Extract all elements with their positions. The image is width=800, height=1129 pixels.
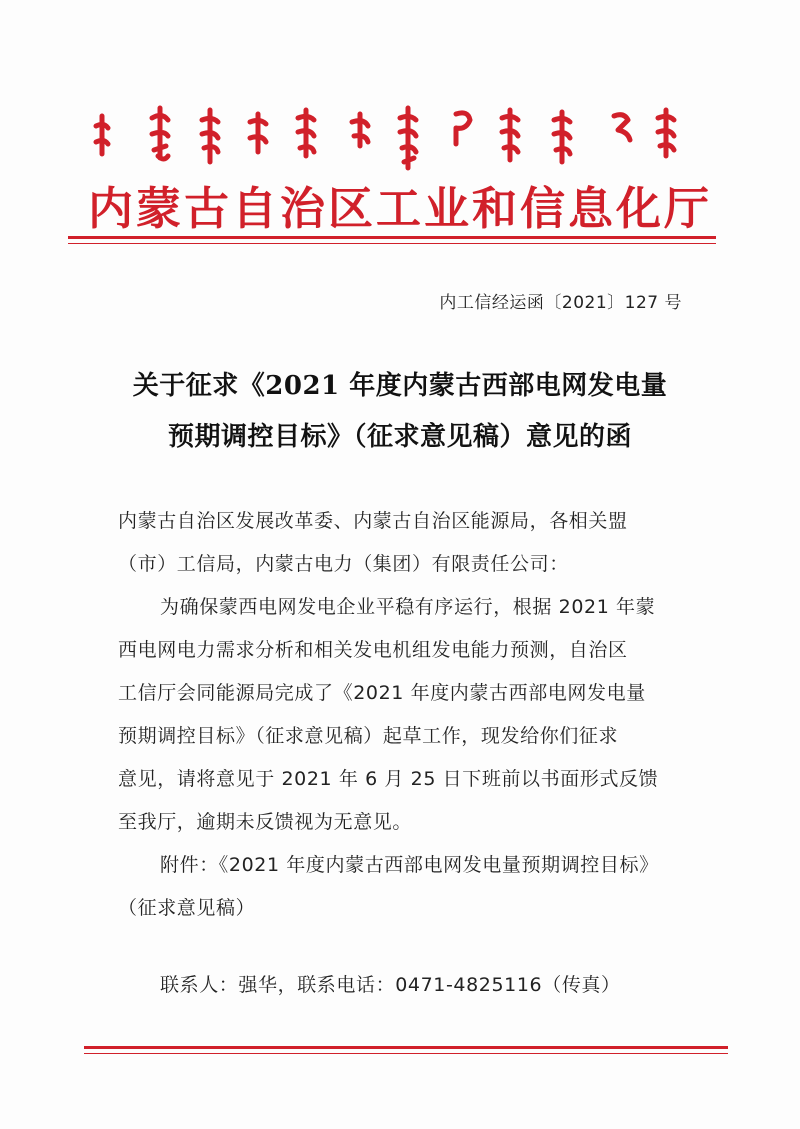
attachment-line2: （征求意见稿） <box>118 897 256 919</box>
paragraph-line6: 至我厅，逾期未反馈视为无意见。 <box>118 811 413 833</box>
paragraph-line3: 工信厅会同能源局完成了《2021 年度内蒙古西部电网发电量 <box>118 682 646 704</box>
header-divider-thick <box>68 236 716 239</box>
header-divider-thin <box>68 243 716 244</box>
attachment-line1: 附件：《2021 年度内蒙古西部电网发电量预期调控目标》 <box>160 854 659 876</box>
footer-divider-thick <box>84 1046 728 1049</box>
paragraph-line5: 意见，请将意见于 2021 年 6 月 25 日下班前以书面形式反馈 <box>118 768 659 790</box>
mongolian-script-logo <box>92 96 702 176</box>
document-number: 内工信经运函〔2021〕127 号 <box>439 293 682 313</box>
document-title-line1: 关于征求《2021 年度内蒙古西部电网发电量 <box>132 371 668 401</box>
footer-divider-thin <box>84 1053 728 1054</box>
document-title-line2: 预期调控目标》（征求意见稿）意见的函 <box>167 422 632 452</box>
addressee-line2: （市）工信局，内蒙古电力（集团）有限责任公司： <box>118 553 569 575</box>
contact-info: 联系人：强华，联系电话：0471-4825116（传真） <box>160 974 621 996</box>
paragraph-line4: 预期调控目标》（征求意见稿）起草工作，现发给你们征求 <box>118 725 619 747</box>
paragraph-line2: 西电网电力需求分析和相关发电机组发电能力预测，自治区 <box>118 639 628 661</box>
paragraph-line1: 为确保蒙西电网发电企业平稳有序运行，根据 2021 年蒙 <box>160 596 656 618</box>
letterhead-title: 内蒙古自治区工业和信息化厅 <box>87 182 712 235</box>
addressee-line1: 内蒙古自治区发展改革委、内蒙古自治区能源局，各相关盟 <box>118 510 628 532</box>
